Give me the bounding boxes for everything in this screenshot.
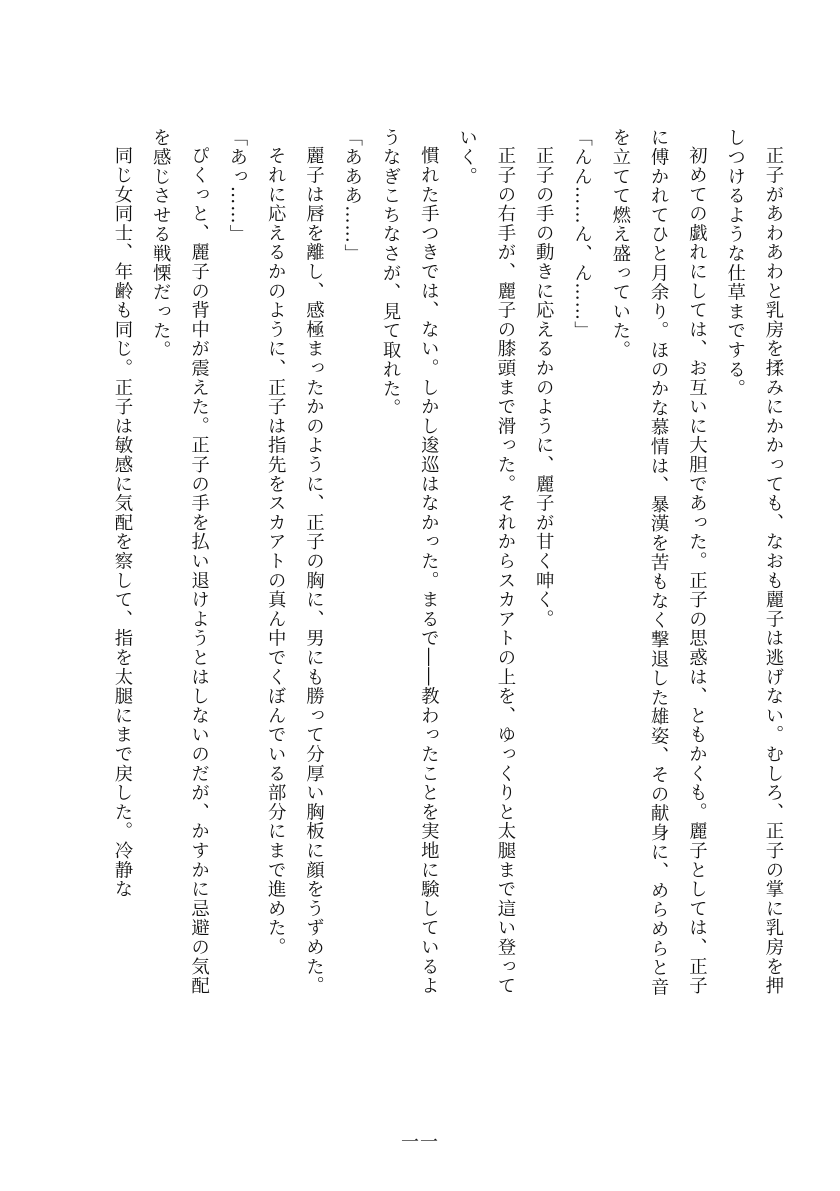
paragraph-8: ぴくっと、麗子の背中が震えた。正子の手を払い退けようとはしないのだが、かすかに忌避の気配を感じさせる戦慄だった。 (150, 128, 210, 996)
dialogue-1: 「んん……ん、ん……」 (571, 128, 593, 341)
paragraph-7: それに応えるかのように、正子は指先をスカアトの真ん中でくぼんでいる部分にまで進めた。 (265, 146, 287, 957)
paragraph-5: 慣れた手つきでは、ない。しかし逡巡はなかった。まるで――教わったことを実地に験しているようなぎこちなさが、見て取れた。 (380, 128, 440, 996)
paragraph-6: 麗子は唇を離し、感極まったかのように、正子の胸に、男にも勝って分厚い胸板に顔をうずめた。 (303, 146, 325, 996)
paragraph-1: 正子があわあわと乳房を揉みにかかっても、なおも麗子は逃げない。むしろ、正子の掌に乳房を押しつけるような仕草までする。 (724, 128, 784, 996)
paragraph-3: 正子の手の動きに応えるかのように、麗子が甘く呻く。 (533, 146, 555, 629)
page-number: 一一 (401, 1132, 439, 1153)
paragraph-4: 正子の右手が、麗子の膝頭まで滑った。それからスカアトの上を、ゆっくりと太腿まで這い登っていく。 (456, 128, 516, 996)
paragraph-9: 同じ女同士、年齢も同じ。正子は敏感に気配を察して、指を太腿にまで戻した。冷静な (111, 146, 133, 900)
dialogue-2: 「あああ……」 (341, 128, 363, 264)
dialogue-3: 「あっ……」 (226, 128, 248, 244)
vertical-text-block (32, 128, 792, 1008)
paragraph-2: 初めての戯れにしては、お互いに大胆であった。正子の思惑は、ともかくも。麗子としては、正子に傅かれてひと月余り。ほのかな慕情は、暴漢を苦もなく撃退した雄姿、その献身に、めらめらと音を立てて燃え盛っていた。 (609, 128, 708, 997)
